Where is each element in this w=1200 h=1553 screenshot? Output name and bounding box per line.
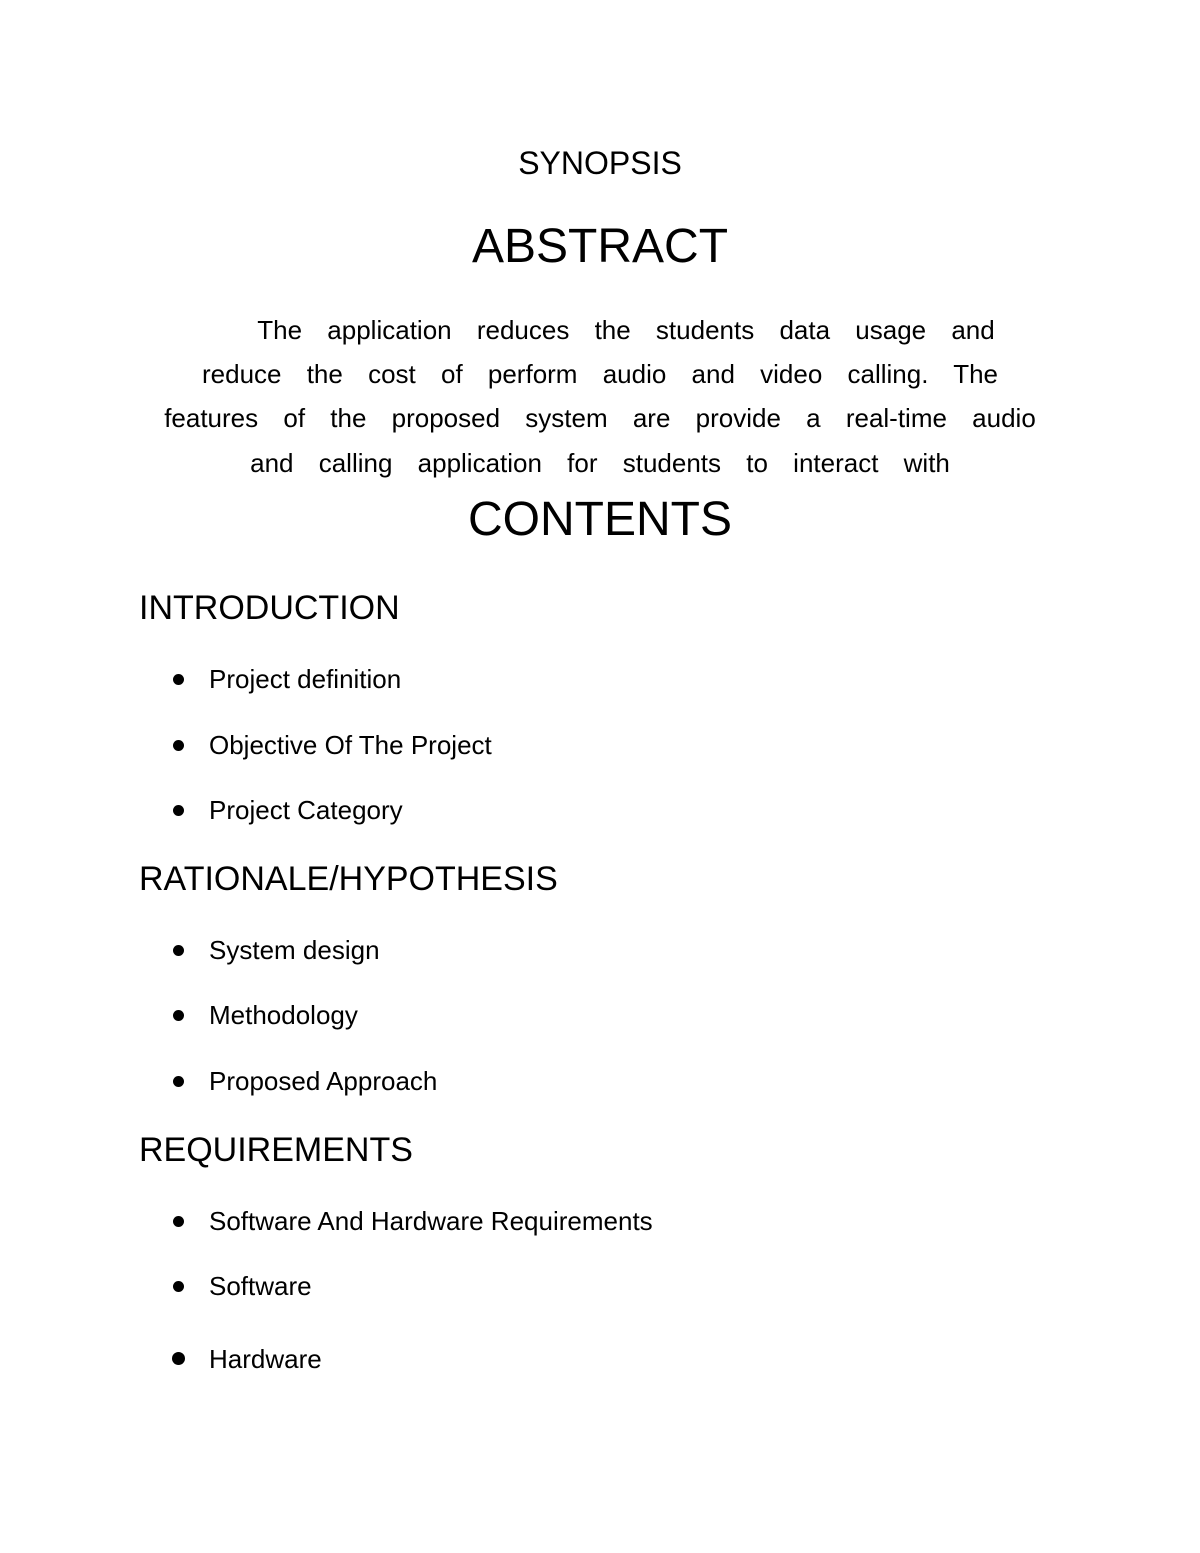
list-item-label: Project definition — [209, 664, 402, 694]
bullet-icon — [172, 1352, 185, 1365]
abstract-title: ABSTRACT — [471, 220, 729, 273]
section-heading-introduction: INTRODUCTION — [139, 589, 400, 627]
list-item-label: Software — [209, 1271, 312, 1301]
bullet-icon — [173, 1076, 184, 1087]
list-item-label: Software And Hardware Requirements — [209, 1206, 653, 1236]
bullet-icon — [173, 1216, 184, 1227]
list-item-label: Proposed Approach — [209, 1066, 438, 1096]
bullet-icon — [173, 1010, 184, 1021]
synopsis-heading: SYNOPSIS — [518, 145, 682, 181]
abstract-line-2: reduce the cost of perform audio and video calling. The — [201, 359, 999, 389]
list-item-label: Hardware — [209, 1344, 322, 1374]
bullet-icon — [173, 1281, 184, 1292]
bullet-icon — [173, 740, 184, 751]
list-item-label: Objective Of The Project — [209, 730, 492, 760]
abstract-line-3: features of the proposed system are provide a real-time audio — [164, 403, 1036, 433]
contents-title: CONTENTS — [468, 493, 732, 546]
list-item-label: System design — [209, 935, 380, 965]
section-heading-requirements: REQUIREMENTS — [139, 1131, 413, 1169]
bullet-icon — [173, 805, 184, 816]
abstract-line-4: and calling application for students to interact with — [250, 448, 950, 478]
bullet-icon — [173, 945, 184, 956]
abstract-line-1: The application reduces the students data usage and — [257, 315, 995, 345]
section-heading-rationale: RATIONALE/HYPOTHESIS — [139, 860, 558, 898]
list-item-label: Project Category — [209, 795, 403, 825]
bullet-icon — [173, 674, 184, 685]
list-item-label: Methodology — [209, 1000, 358, 1030]
